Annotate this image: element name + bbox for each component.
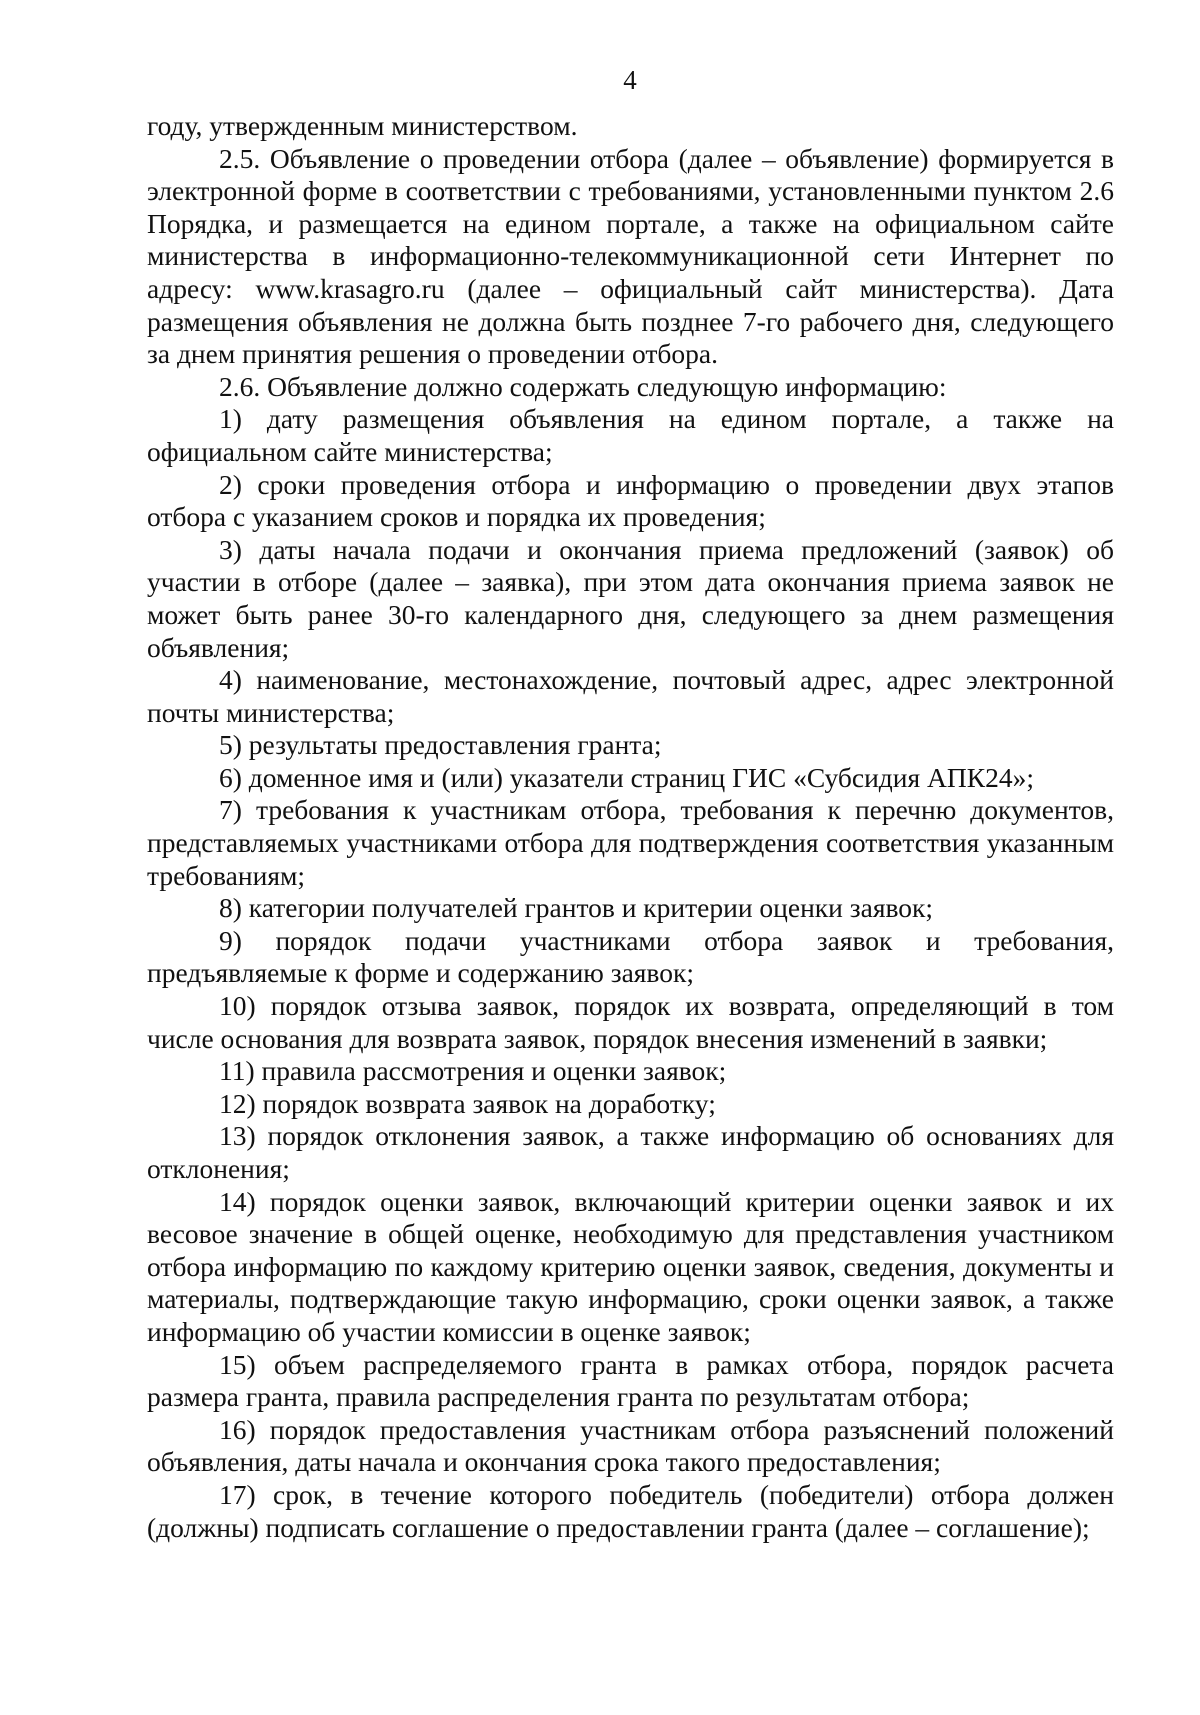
list-item-16: 16) порядок предоставления участникам отбора разъяснений положений объявления, даты начала и окончания срока такого предоставления;	[147, 1413, 1114, 1478]
paragraph-2-6: 2.6. Объявление должно содержать следующую информацию:	[219, 370, 947, 402]
list-item-6: 6) доменное имя и (или) указатели страниц ГИС «Субсидия АПК24»;	[219, 761, 1034, 793]
list-item-4: 4) наименование, местонахождение, почтовый адрес, адрес электронной почты министерства;	[147, 664, 1114, 728]
list-item-5: 5) результаты предоставления гранта;	[219, 729, 662, 761]
list-item-10: 10) порядок отзыва заявок, порядок их возврата, определяющий в том числе основания для возврата заявок, порядок внесения изменений в заявки;	[147, 990, 1114, 1054]
list-item-7: 7) требования к участникам отбора, требования к перечню документов, представляемых участниками отбора для подтверждения соответствия указанным требованиям;	[147, 794, 1114, 891]
list-item-12: 12) порядок возврата заявок на доработку;	[219, 1087, 716, 1119]
paragraph-continuation: году, утвержденным министерством.	[147, 110, 578, 141]
page-number: 4	[623, 65, 637, 95]
list-item-9: 9) порядок подачи участниками отбора заявок и требования, предъявляемые к форме и содержанию заявок;	[147, 924, 1114, 989]
list-item-17: 17) срок, в течение которого победитель (победители) отбора должен (должны) подписать соглашение о предоставлении гранта (далее – соглашение);	[147, 1478, 1114, 1543]
list-item-3: 3) даты начала подачи и окончания приема предложений (заявок) об участии в отборе (далее – заявка), при этом дата окончания приема заявок не может быть ранее 30-го календарного дня, следующего за днем размещения объявления;	[147, 533, 1114, 663]
list-item-14: 14) порядок оценки заявок, включающий критерии оценки заявок и их весовое значение в общей оценке, необходимую для представления участником отбора информацию по каждому критерию оценки заявок, сведения, документы и материалы, подтверждающие такую информацию, сроки оценки заявок, а также информацию об участии комиссии в оценке заявок;	[147, 1185, 1114, 1347]
list-item-15: 15) объем распределяемого гранта в рамках отбора, порядок расчета размера гранта, правила распределения гранта по результатам отбора;	[147, 1348, 1114, 1413]
list-item-13: 13) порядок отклонения заявок, а также информацию об основаниях для отклонения;	[147, 1120, 1114, 1184]
paragraph-2-5: 2.5. Объявление о проведении отбора (далее – объявление) формируется в электронной форме в соответствии с требованиями, установленными пунктом 2.6 Порядка, и размещается на едином портале, а также на официальном сайте министерства в информационно-телекоммуникационной сети Интернет по адресу: www.krasagro.ru (далее – официальный сайт министерства). Дата размещения объявления не должна быть позднее 7-го рабочего дня, следующего за днем принятия решения о проведении отбора.	[147, 142, 1114, 370]
list-item-1: 1) дату размещения объявления на едином портале, а также на официальном сайте министерства;	[147, 403, 1114, 467]
list-item-8: 8) категории получателей грантов и критерии оценки заявок;	[219, 892, 934, 924]
list-item-11: 11) правила рассмотрения и оценки заявок;	[219, 1055, 727, 1087]
document-body	[147, 110, 1114, 1544]
list-item-2: 2) сроки проведения отбора и информацию о проведении двух этапов отбора с указанием сроков и порядка их проведения;	[147, 468, 1114, 533]
